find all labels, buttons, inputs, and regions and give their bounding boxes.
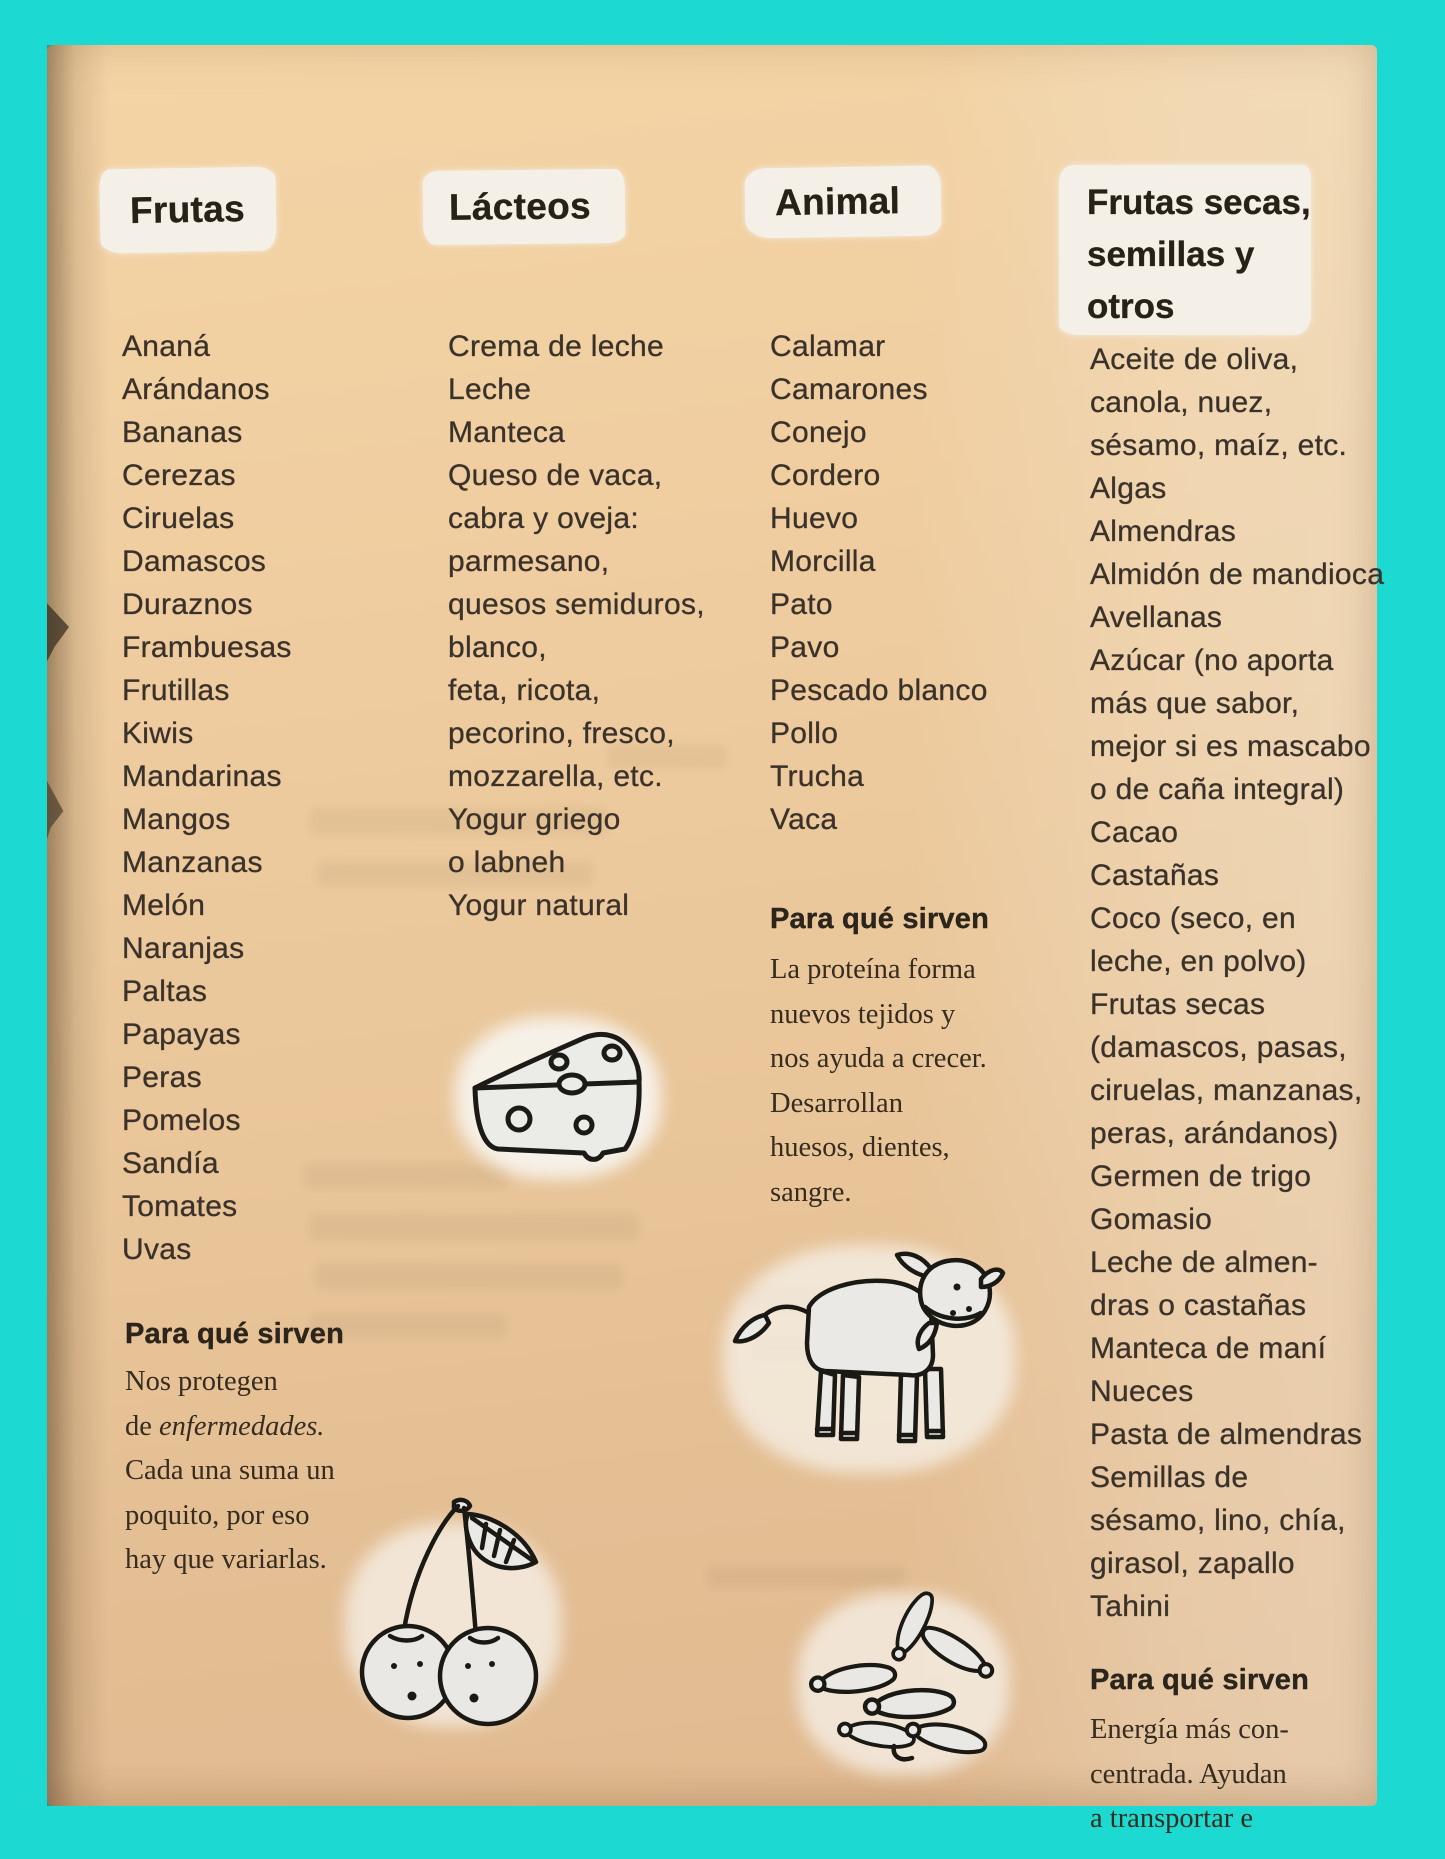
list-item: sésamo, lino, chía, [1090,1504,1346,1537]
list-item: Almidón de mandioca [1090,558,1385,591]
column-title-frutas-secas-line: semillas y [1087,235,1255,274]
list-item: Peras [122,1061,202,1094]
list-item: Pomelos [122,1104,241,1137]
list-item: Sandía [122,1147,219,1180]
header-highlight-frutas-secas [1059,165,1311,335]
item-list-lacteos [448,325,705,927]
list-item: Frutillas [122,674,230,707]
list-item: ciruelas, manzanas, [1090,1074,1363,1107]
list-item: nos ayuda a crecer. [770,1043,987,1074]
list-item: Conejo [770,416,867,449]
page-edge-mark [47,781,68,839]
list-item: sésamo, maíz, etc. [1090,429,1348,462]
list-item: pecorino, fresco, [448,717,675,750]
ink-showthrough [707,1565,905,1588]
list-item: Mangos [122,803,231,836]
header-highlight-lacteos [423,169,626,245]
list-item: feta, ricota, [448,674,601,707]
header-highlight-animal [744,165,941,238]
list-item: La proteína forma [770,954,976,985]
list-item: (damascos, pasas, [1090,1031,1347,1064]
list-item: Naranjas [122,932,245,965]
list-item: Kiwis [122,717,194,750]
cow-illustration [725,1243,1005,1463]
section-heading: Para qué sirven [1090,1664,1309,1696]
list-item: cabra y oveja: [448,502,639,535]
list-item: sangre. [770,1176,852,1208]
list-item: Germen de trigo [1090,1160,1312,1193]
list-item: Manteca [448,416,566,449]
list-item: girasol, zapallo [1090,1547,1295,1580]
seeds-pile-illustration [800,1588,1000,1768]
list-item: parmesano, [448,545,610,578]
paragraph-line: poquito, por eso [125,1499,310,1531]
list-item: Morcilla [770,545,876,578]
item-list-animal [770,325,988,841]
list-item: Pavo [770,631,840,664]
list-item: mozzarella, etc. [448,760,663,793]
list-item: Algas [1090,472,1167,505]
list-item: huesos, dientes, [770,1132,950,1163]
paragraph-line: de enfermedades. [125,1410,325,1442]
list-item: Calamar [770,330,886,363]
list-item: nuevos tejidos y [770,998,956,1030]
ink-showthrough [309,1213,639,1241]
list-item: peras, arándanos) [1090,1117,1339,1150]
list-item: canola, nuez, [1090,386,1273,419]
page-edge-mark [47,598,72,664]
list-item: mejor si es mascabo [1090,730,1371,763]
list-item: leche, en polvo) [1090,945,1307,978]
list-item: Ananá [122,330,211,363]
list-item: Paltas [122,975,208,1008]
list-item: Yogur natural [448,889,630,922]
paragraph-line: Nos protegen [125,1366,278,1397]
list-item: Aceite de oliva, [1090,343,1299,376]
list-item: Cerezas [122,459,236,492]
list-item: Castañas [1090,859,1220,892]
list-item: Almendras [1090,515,1237,548]
list-item: Tahini [1090,1590,1171,1623]
list-item: Arándanos [122,373,270,406]
list-item: Mandarinas [122,760,282,793]
header-highlight-frutas [99,166,276,253]
list-item: Bananas [122,416,243,449]
list-item: blanco, [448,631,547,664]
list-item: Damascos [122,545,267,578]
list-item: Vaca [770,803,838,836]
paragraph-frutas [125,1360,335,1583]
list-item: Pescado blanco [770,674,988,707]
paragraph-line: Cada una suma un [125,1455,335,1486]
item-list-frutas-secas [1090,338,1384,1628]
list-item: Camarones [770,373,928,406]
list-item: Frambuesas [122,631,292,664]
list-item: Huevo [770,502,859,535]
section-heading: Para qué sirven [770,903,989,935]
list-item: Duraznos [122,588,253,621]
column-title-lacteos: Lácteos [448,185,592,228]
list-item: Ciruelas [122,502,235,535]
binding-shadow [47,45,109,1806]
list-item: más que sabor, [1090,687,1300,720]
list-item: Azúcar (no aporta [1090,644,1334,677]
ink-showthrough [315,1263,623,1290]
list-item: Pasta de almendras [1090,1418,1363,1451]
list-item: Crema de leche [448,330,664,363]
column-title-frutas-secas-line: otros [1087,287,1175,326]
list-item: Yogur griego [448,803,621,836]
list-item: Nueces [1090,1375,1194,1408]
paragraph-frutas-secas [1090,1708,1289,1842]
book-page [47,45,1385,1834]
list-item: Gomasio [1090,1203,1213,1236]
list-item: Cacao [1090,816,1179,849]
list-item: Manteca de maní [1090,1332,1327,1365]
section-heading: Para qué sirven [125,1318,344,1350]
list-item: Cordero [770,459,881,492]
list-item: Coco (seco, en [1090,902,1296,935]
list-item: Desarrollan [770,1087,903,1119]
column-title-frutas: Frutas [129,188,246,232]
list-item: Uvas [122,1233,192,1266]
list-item: Semillas de [1090,1461,1249,1494]
list-item: o de caña integral) [1090,773,1345,806]
cheese-wedge-illustration [462,1022,652,1172]
list-item: Melón [122,889,206,922]
list-item: Trucha [770,760,865,793]
paragraph-animal [770,948,987,1215]
list-item: Tomates [122,1190,238,1223]
list-item: Manzanas [122,846,263,879]
list-item: Queso de vaca, [448,459,663,492]
list-item: Leche [448,373,532,406]
list-item: Pollo [770,717,839,750]
list-item: Avellanas [1090,601,1223,634]
list-item: Leche de almen- [1090,1246,1318,1279]
column-title-frutas-secas-line: Frutas secas, [1087,183,1311,222]
list-item: dras o castañas [1090,1289,1307,1322]
paragraph-line: hay que variarlas. [125,1544,327,1575]
list-item: Frutas secas [1090,988,1266,1021]
list-item: a transportar e [1090,1803,1253,1834]
cherries-illustration [348,1490,558,1730]
item-list-frutas [122,325,292,1271]
list-item: o labneh [448,846,566,879]
list-item: Energía más con- [1090,1714,1289,1745]
list-item: Pato [770,588,833,621]
column-title-animal: Animal [774,180,901,224]
list-item: quesos semiduros, [448,588,705,621]
list-item: centrada. Ayudan [1090,1758,1287,1790]
list-item: Papayas [122,1018,241,1051]
